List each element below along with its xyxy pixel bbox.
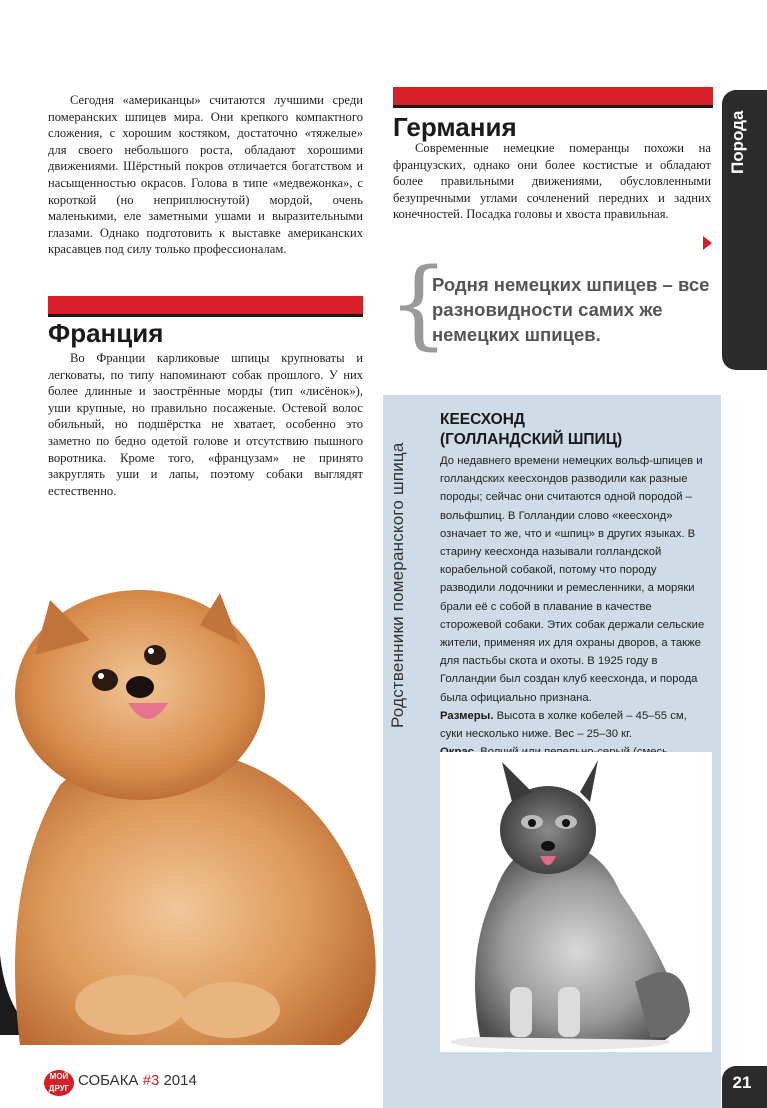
germany-title: Германия [393, 112, 517, 142]
sizes-label: Размеры. [440, 709, 494, 722]
pull-quote: Родня немецких шпицев – все разновидности самих же немецких шпицев. [432, 274, 710, 345]
sizes-text: Высота в холке кобелей – 45–55 см, суки несколько ниже. Вес – 25–30 кг. [440, 709, 687, 741]
germany-red-bar [393, 87, 713, 108]
keeshond-title [440, 410, 710, 450]
keeshond-body [440, 452, 712, 798]
arrow-right-icon [703, 236, 712, 250]
france-title: Франция [48, 318, 164, 348]
magazine-logo-text: МОЙ ДРУГ [48, 1072, 70, 1093]
keeshond-description: До недавнего времени немецких вольф-шпицев и голландских кеесхондов разводили как разные породы; сейчас они считаются одной породой – вольфшпиц. В Голландии слово «кеесхонд» означает то же, что и «шпиц» в других языках. В старину кеесхонда называли голландской корабельной собакой, потому что породу разводили лодочники и ремесленники, а моряки брали её с собой в плавание в качестве сторожевой собаки. Этих собак держали сельские жители, применяя их для охраны дворов, а также для пастьбы скота и охоты. В 1925 году в Голландии был создан клуб кеесхонда, и порода была официально признана. [440, 455, 705, 704]
relatives-vertical-label: Родственники померанского шпица [388, 442, 407, 728]
intro-paragraph: Сегодня «американцы» считаются лучшими среди померанских шпицев мира. Они крепкого компактного сложения, с хорошим костяком, достаточно «тяжелые» для своего небольшого роста, обладают хорошими движениями. Шёрстный покров отличается богатством и насыщенностью окрасов. Голова в типе «медвежонка», с короткой (но неприплюснутой) мордой, очень маленькими, еле заметными ушами и выразительными глазами. Однако подготовить к выставке американских красавцев под силу только профессионалам. [48, 93, 363, 257]
france-paragraph: Во Франции карликовые шпицы крупноваты и легковаты, по типу напоминают собак прошлого. У них более длинные и заострённые морды (тип «лисёнок»), уши крупные, но правильно посаженые. Остевой волос обильный, но подшёрстка не хватает, особенно это заметно по бедно одетой голове и отсутствию пышного воротника. Кроме того, «французам» не принято закруглять уши и лапы, поэтому собаки выглядят естественно. [48, 351, 363, 498]
keeshond-photo [440, 752, 712, 1052]
page-number: 21 [732, 1073, 752, 1092]
section-tab-label: Порода [728, 110, 747, 174]
keeshond-title-line1: КЕЕСХОНД [440, 411, 525, 428]
france-red-bar [48, 296, 363, 317]
footer-issue [78, 1072, 197, 1089]
pomeranian-photo [0, 585, 390, 1055]
issue-number: #3 [142, 1072, 160, 1089]
quote-brace-icon: { [388, 248, 450, 360]
issue-year: 2014 [163, 1072, 197, 1089]
keeshond-title-line2: (ГОЛЛАНДСКИЙ ШПИЦ) [440, 431, 623, 448]
germany-paragraph: Современные немецкие померанцы похожи на французских, однако они более костистые и обладают более правильными движениями, обусловленными безупречными углами сочленений передних и задних конечностей. Посадка головы и хвоста правильная. [393, 141, 711, 222]
magazine-logo [44, 1070, 74, 1096]
magazine-name: СОБАКА [78, 1072, 139, 1089]
